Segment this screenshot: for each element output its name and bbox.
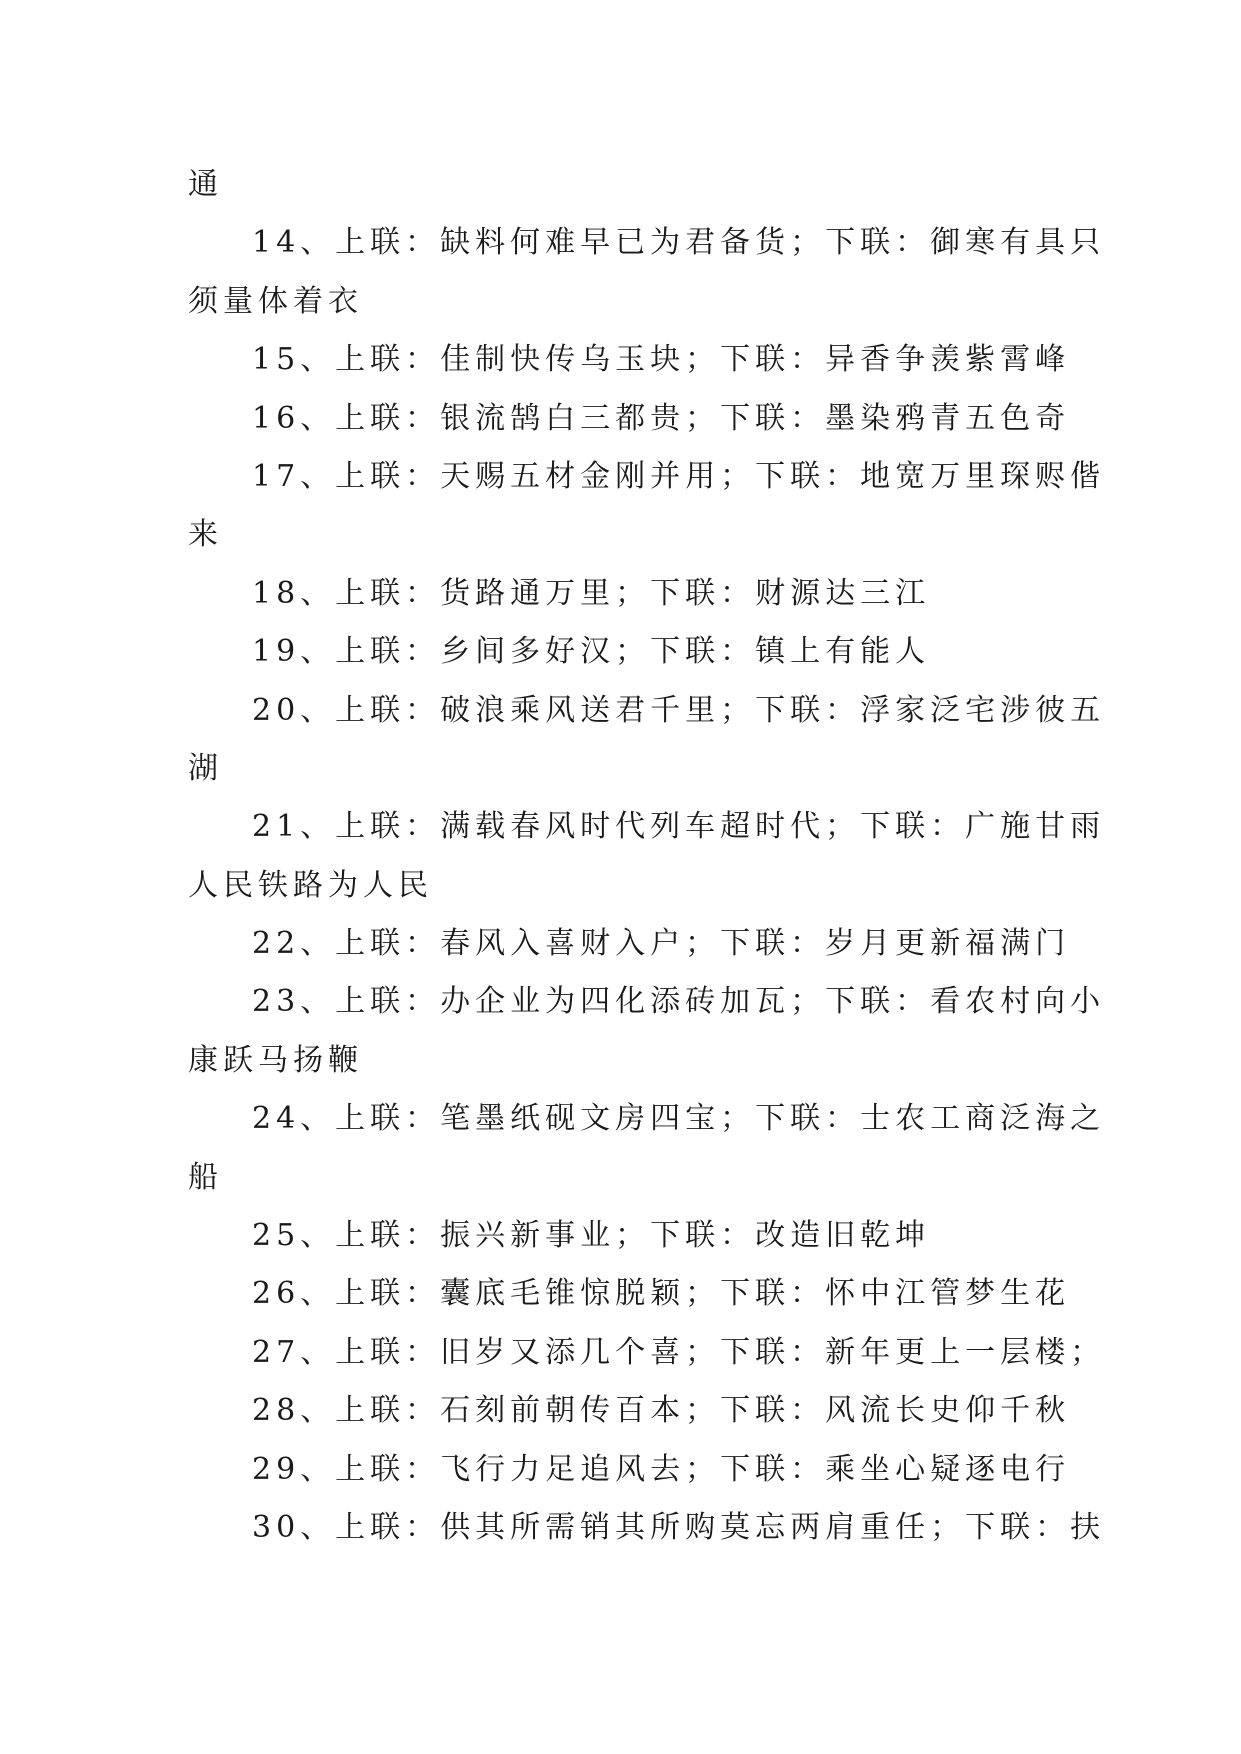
couplet-line: 30、上联：供其所需销其所购莫忘两肩重任；下联：扶	[252, 1509, 1106, 1545]
couplet-line: 19、上联：乡间多好汉；下联：镇上有能人	[252, 634, 931, 670]
continuation-line: 船	[188, 1159, 223, 1195]
couplet-line: 28、上联：石刻前朝传百本；下联：风流长史仰千秋	[252, 1393, 1071, 1429]
continuation-line: 康跃马扬鞭	[188, 1042, 363, 1078]
couplet-line: 18、上联：货路通万里；下联：财源达三江	[252, 575, 931, 611]
couplet-line: 27、上联：旧岁又添几个喜；下联：新年更上一层楼；	[252, 1334, 1106, 1370]
couplet-line: 17、上联：天赐五材金刚并用；下联：地宽万里琛赆偕	[252, 458, 1106, 494]
couplet-line: 16、上联：银流鹄白三都贵；下联：墨染鸦青五色奇	[252, 400, 1071, 436]
continuation-line: 湖	[188, 750, 223, 786]
couplet-line: 22、上联：春风入喜财入户；下联：岁月更新福满门	[252, 926, 1071, 962]
couplet-line: 24、上联：笔墨纸砚文房四宝；下联：士农工商泛海之	[252, 1101, 1106, 1137]
couplet-line: 20、上联：破浪乘风送君千里；下联：浮家泛宅涉彼五	[252, 692, 1106, 728]
couplet-line: 29、上联：飞行力足追风去；下联：乘坐心疑逐电行	[252, 1451, 1071, 1487]
couplet-line: 15、上联：佳制快传乌玉块；下联：异香争羡紫霄峰	[252, 342, 1071, 378]
body-text	[188, 156, 1106, 1557]
couplet-line: 23、上联：办企业为四化添砖加瓦；下联：看农村向小	[252, 984, 1106, 1020]
couplet-line: 26、上联：囊底毛锥惊脱颖；下联：怀中江管梦生花	[252, 1276, 1071, 1312]
continuation-line: 来	[188, 517, 223, 553]
continuation-line: 须量体着衣	[188, 283, 363, 319]
continuation-line: 通	[188, 167, 223, 202]
couplet-line: 14、上联：缺料何难早已为君备货；下联：御寒有具只	[252, 225, 1106, 261]
couplet-line: 25、上联：振兴新事业；下联：改造旧乾坤	[252, 1218, 931, 1254]
continuation-line: 人民铁路为人民	[188, 867, 433, 903]
couplet-line: 21、上联：满载春风时代列车超时代；下联：广施甘雨	[252, 809, 1106, 845]
